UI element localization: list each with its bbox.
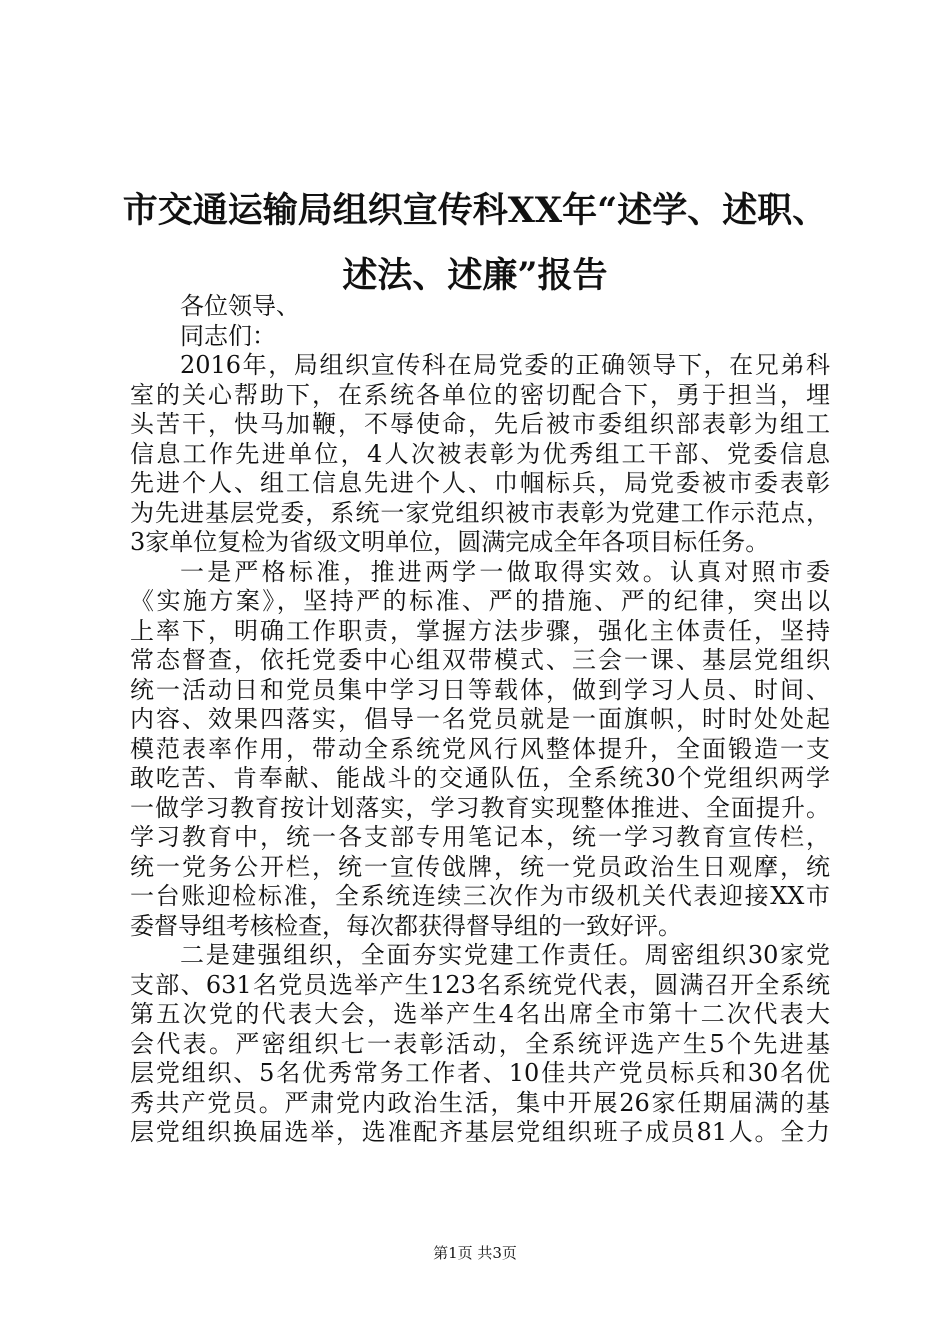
paragraph-line: 统一党务公开栏，统一宣传戗牌，统一党员政治生日观摩，统 <box>130 852 830 881</box>
paragraph-line: 二是建强组织，全面夯实党建工作责任。周密组织30家党 <box>180 941 830 969</box>
paragraph-line: 上率下，明确工作职责，掌握方法步骤，强化主体责任，坚持 <box>130 616 830 645</box>
paragraph-line: 委督导组考核检查，每次都获得督导组的一致好评。 <box>130 911 682 940</box>
paragraph-line: 一做学习教育按计划落实，学习教育实现整体推进、全面提升。 <box>130 793 830 822</box>
paragraph-line: 2016年，局组织宣传科在局党委的正确领导下，在兄弟科 <box>180 351 830 379</box>
salutation-line: 同志们： <box>180 321 276 350</box>
paragraph-line: 层党组织、5名优秀常务工作者、10佳共产党员标兵和30名优 <box>130 1059 830 1087</box>
paragraph-line: 敢吃苦、肯奉献、能战斗的交通队伍，全系统30个党组织两学 <box>130 764 830 792</box>
paragraph-line: 内容、效果四落实，倡导一名党员就是一面旗帜，时时处处起 <box>130 705 830 733</box>
page-footer: 第1页 共3页 <box>433 1244 517 1262</box>
paragraph-line: 统一活动日和党员集中学习日等载体，做到学习人员、时间、 <box>130 675 830 704</box>
paragraph-line: 常态督查，依托党委中心组双带模式、三会一课、基层党组织 <box>130 646 830 674</box>
paragraph-line: 层党组织换届选举，选准配齐基层党组织班子成员81人。全力 <box>130 1118 830 1146</box>
paragraph-line: 先进个人、组工信息先进个人、巾帼标兵，局党委被市委表彰 <box>130 469 830 497</box>
salutation-line: 各位领导、 <box>180 292 300 320</box>
paragraph-line: 头苦干，快马加鞭，不辱使命，先后被市委组织部表彰为组工 <box>130 410 830 438</box>
paragraph-line: 为先进基层党委，系统一家党组织被市表彰为党建工作示范点， <box>130 498 830 527</box>
paragraph-line: 支部、631名党员选举产生123名系统党代表，圆满召开全系统 <box>130 970 830 999</box>
paragraph-line: 3家单位复检为省级文明单位，圆满完成全年各项目标任务。 <box>130 528 770 556</box>
paragraph-line: 室的关心帮助下，在系统各单位的密切配合下，勇于担当，埋 <box>130 380 830 409</box>
paragraph-line: 一台账迎检标准，全系统连续三次作为市级机关代表迎接XX市 <box>130 882 830 910</box>
document-body <box>130 292 830 1148</box>
paragraph-line: 会代表。严密组织七一表彰活动，全系统评选产生5个先进基 <box>130 1029 830 1058</box>
title-line-1: 市交通运输局组织宣传科XX年“述学、述职、 <box>122 190 828 231</box>
paragraph-line: 秀共产党员。严肃党内政治生活，集中开展26家任期届满的基 <box>130 1088 830 1117</box>
paragraph-line: 一是严格标准，推进两学一做取得实效。认真对照市委 <box>180 557 830 586</box>
paragraph-line: 《实施方案》，坚持严的标准、严的措施、严的纪律，突出以 <box>130 587 830 615</box>
paragraph-line: 第五次党的代表大会，选举产生4名出席全市第十二次代表大 <box>130 1000 830 1028</box>
paragraph-line: 模范表率作用，带动全系统党风行风整体提升，全面锻造一支 <box>130 734 830 763</box>
document-title <box>100 178 850 308</box>
title-line-2: 述法、述廉”报告 <box>342 255 608 296</box>
paragraph-line: 信息工作先进单位，4人次被表彰为优秀组工干部、党委信息 <box>130 439 830 468</box>
paragraph-line: 学习教育中，统一各支部专用笔记本，统一学习教育宣传栏， <box>130 823 830 851</box>
